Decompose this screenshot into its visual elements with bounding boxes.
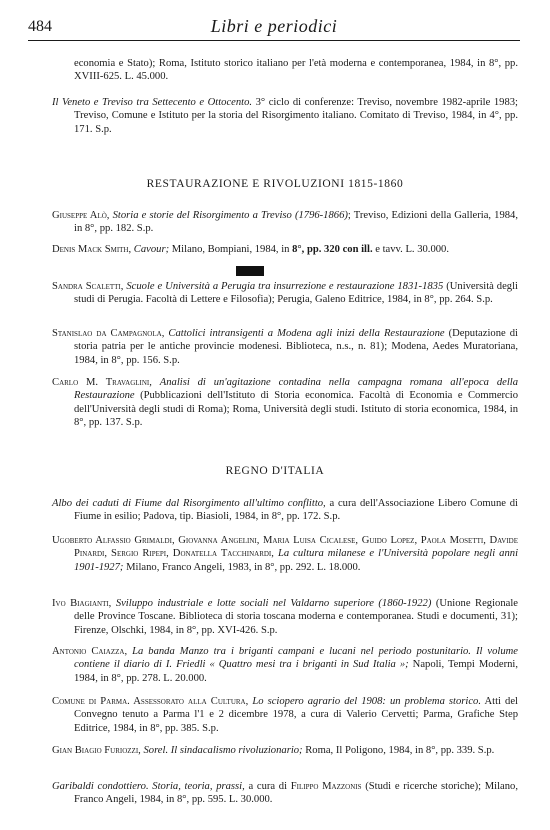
entry-alfassio-grimaldi: Ugoberto Alfassio Grimaldi, Giovanna Angelini, Maria Luisa Cicalese, Guido Lopez, Paola Mosetti, Davide Pinardi, Sergio Ripepi, Donatella Tacchinardi, La cultura milanese e l'Università popolare negli anni 1901-1927; Milano, Franco Angeli, 1983, in 8°, pp. 292. L. 18.000. — [52, 535, 519, 573]
entry-travaglini: Carlo M. Travaglini, Analisi di un'agitazione contadina nella campagna romana all'epoca della Restaurazione (Pubblicazioni dell'Istituto di Storia economica. Facoltà di Economia e Commercio dell'Università degli studi di Roma); Roma, Università degli studi. Istituto di storia economica, 1984, in 8°, pp. 137. S.p. — [52, 377, 519, 429]
page-number: 484 — [28, 18, 52, 35]
entry-comune-parma: Comune di Parma. Assessorato alla Cultura, Lo sciopero agrario del 1908: un problema storico. Atti del Convegno tenuto a Parma l'1 e 2 dicembre 1978, a cura di Valerio Cervetti; Parma, Grafiche Step Editrice, 1984, in 8°, pp. 385. S.p. — [52, 696, 518, 734]
entry-title: Albo dei caduti di Fiume dal Risorgimento all'ultimo conflitto, — [52, 498, 326, 509]
header-rule — [28, 40, 520, 41]
section-heading-regno-italia: REGNO D'ITALIA — [225, 465, 325, 477]
entry-veneto-treviso: Il Veneto e Treviso tra Settecento e Ottocento. 3° ciclo di conferenze: Treviso, novembre 1982-aprile 1983; Treviso, Comune e Istituto per la storia del Risorgimento italiano. Comitato di Treviso, 1984, in 4°, pp. 171. S.p. — [52, 97, 518, 135]
entry-scaletti: Sandra Scaletti, Scuole e Università a Perugia tra insurrezione e restaurazione 1831-1835 (Università degli studi di Perugia. Facoltà di Lettere e Filosofia); Perugia, Galeno Editrice, 1984, in 8°, pp. 264. S.p. — [52, 281, 518, 306]
entry-title: Il Veneto e Treviso tra Settecento e Ottocento. — [52, 97, 253, 108]
entry-title: La banda Manzo tra i briganti campani e lucani nel periodo postunitario. Il volume contiene il diario di I. Friedli « Quattro mesi tra i briganti in Sud Italia »; — [74, 646, 518, 671]
entry-da-campagnola: Stanislao da Campagnola, Cattolici intransigenti a Modena agli inizi della Restaurazione (Deputazione di storia patria per le antiche provincie modenesi. Biblioteca, n.s., n. 81); Modena, Aedes Muratoriana, 1984, in 8°, pp. 156. S.p. — [52, 328, 518, 366]
entry-title: Analisi di un'agitazione contadina nella campagna romana all'epoca della Restaurazione — [74, 377, 519, 402]
entry-editor: Filippo Mazzonis — [290, 781, 362, 792]
entry-author: Ivo Biagianti, — [52, 598, 112, 609]
running-title: Libri e periodici — [210, 16, 338, 36]
section-heading-restaurazione: RESTAURAZIONE E RIVOLUZIONI 1815-1860 — [146, 178, 404, 190]
entry-title: Sviluppo industriale e lotte sociali nel Valdarno superiore (1860-1922) — [115, 598, 432, 609]
entry-garibaldi-condottiero: Garibaldi condottiero. Storia, teoria, prassi, a cura di Filippo Mazzonis (Studi e ricerche storiche); Milano, Franco Angeli, 1984, in 8°, pp. 595. L. 30.000. — [52, 781, 518, 806]
entry-title: Sorel. Il sindacalismo rivoluzionario; — [143, 745, 303, 756]
entry-alo: Giuseppe Alò, Storia e storie del Risorgimento a Treviso (1796-1866); Treviso, Edizioni della Galleria, 1984, in 8°, pp. 182. S.p. — [52, 210, 519, 235]
entry-author: Sandra Scaletti, — [52, 281, 124, 292]
entry-author: Comune di Parma. Assessorato alla Cultura, — [52, 696, 249, 707]
entry-albo-caduti: Albo dei caduti di Fiume dal Risorgimento all'ultimo conflitto, a cura dell'Associazione Libero Comune di Fiume in esilio; Padova, tip. Biasioli, 1984, in 8°, pp. 172. S.p. — [52, 498, 518, 523]
entry-continuation: economia e Stato); Roma, Istituto storico italiano per l'età moderna e contemporanea, 1984, in 8°, pp. XVIII-625. L. 45.000. — [74, 58, 518, 83]
entry-biagianti: Ivo Biagianti, Sviluppo industriale e lotte sociali nel Valdarno superiore (1860-1922) (Unione Regionale delle Province Toscane. Biblioteca di storia toscana moderna e contemporanea. Studi e documenti, 31); Firenze, Olschki, 1984, in 8°, pp. XVI-426. S.p. — [52, 598, 518, 636]
ink-blot — [236, 266, 264, 276]
entry-caiazza: Antonio Caiazza, La banda Manzo tra i briganti campani e lucani nel periodo postunitario. Il volume contiene il diario di I. Friedli « Quattro mesi tra i briganti in Sud Italia »; Napoli, Tempi Moderni, 1984, in 8°, pp. 278. L. 20.000. — [52, 646, 518, 684]
entry-title: Garibaldi condottiero. Storia, teoria, prassi, — [52, 781, 245, 792]
page-header — [28, 14, 520, 40]
entry-author: Denis Mack Smith, — [52, 244, 132, 255]
entry-title: Cavour; — [133, 244, 170, 255]
entry-title: Storia e storie del Risorgimento a Treviso (1796-1866) — [112, 210, 348, 221]
entry-title: Scuole e Università a Perugia tra insurrezione e restaurazione 1831-1835 — [126, 281, 444, 292]
entry-author: Carlo M. Travaglini, — [52, 377, 152, 388]
entry-mack-smith: Denis Mack Smith, Cavour; Milano, Bompiani, 1984, in 8°, pp. 320 con ill. e tavv. L. 30.000. — [52, 244, 449, 255]
entry-author: Ugoberto Alfassio Grimaldi, Giovanna Angelini, Maria Luisa Cicalese, Guido Lopez, Paola Mosetti, Davide Pinardi, Sergio Ripepi, Donatella Tacchinardi, — [52, 535, 518, 560]
entry-title: Cattolici intransigenti a Modena agli inizi della Restaurazione — [168, 328, 445, 339]
entry-author: Gian Biagio Furiozzi, — [52, 745, 141, 756]
entry-author: Stanislao da Campagnola, — [52, 328, 165, 339]
entry-title: La cultura milanese e l'Università popolare negli anni 1901-1927; — [74, 548, 519, 573]
entry-title: Lo sciopero agrario del 1908: un problema storico. — [252, 696, 482, 707]
entry-furiozzi: Gian Biagio Furiozzi, Sorel. Il sindacalismo rivoluzionario; Roma, Il Poligono, 1984, in 8°, pp. 339. S.p. — [52, 745, 495, 756]
entry-author: Antonio Caiazza, — [52, 646, 128, 657]
entry-author: Giuseppe Alò, — [52, 210, 110, 221]
